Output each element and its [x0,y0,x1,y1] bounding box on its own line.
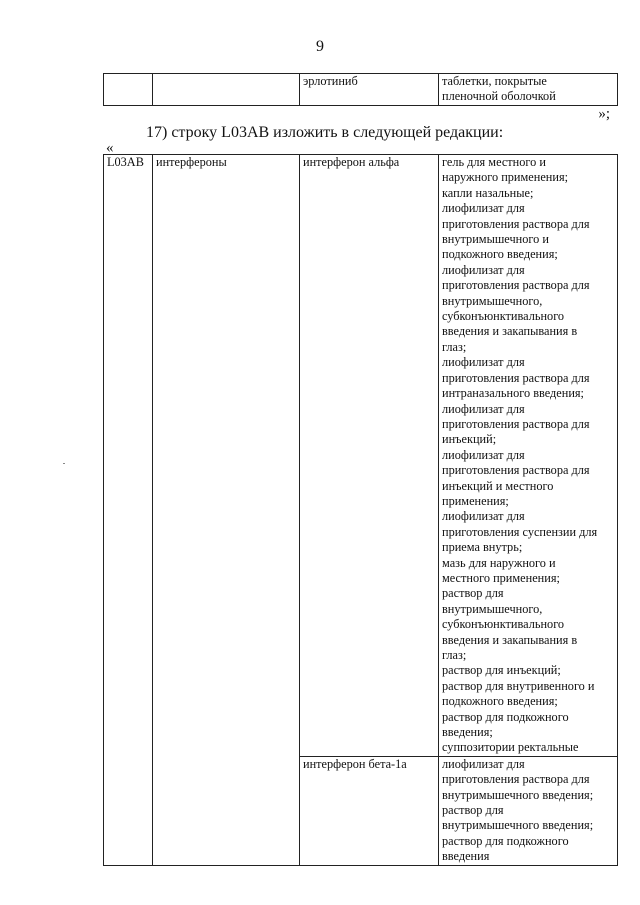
dosage-form-line: внутримышечного, [442,293,543,308]
group-cell: интерфероны [153,155,300,866]
dosage-form-line: подкожного введения; [442,694,558,709]
dosage-form-line: лиофилизат для [442,447,525,462]
dosage-form-line: лиофилизат для [442,201,525,216]
dosage-form-line: интраназального введения; [442,386,584,401]
dosage-form-line: лиофилизат для [442,756,525,771]
dosage-form-line: приготовления раствора для [442,463,590,478]
dosage-form-line: инъекций и местного [442,478,554,493]
dosage-form-line: суппозитории ректальные [442,740,579,755]
dosage-form-line: пленочной оболочкой [442,89,556,104]
dosage-form-line: мазь для наружного и [442,555,556,570]
dosage-form-line: применения; [442,493,509,508]
closing-quote-mark: »; [598,106,610,122]
l03ab-table [103,154,618,866]
dosage-form-line: подкожного введения; [442,247,558,262]
dosage-form-line: раствор для [442,586,504,601]
dosage-form-line: приготовления суспензии для [442,524,598,539]
drug-cell: интерферон бета-1а [300,756,439,865]
dosage-form-line: приготовления раствора для [442,772,590,787]
dosage-form-line: введения и закапывания в [442,324,578,339]
dosage-form-line: местного применения; [442,570,560,585]
page-number: 9 [316,38,324,55]
dosage-form-line: лиофилизат для [442,355,525,370]
dosage-form-line: раствор для внутривенного и [442,678,595,693]
dosage-form-line: субконъюнктивального [442,617,565,632]
dosage-form-line: внутримышечного и [442,232,549,247]
atc-code-cell [104,74,153,106]
dosage-form-line: гель для местного и [442,155,546,169]
dosage-form-line: наружного применения; [442,170,569,185]
dosage-form-line: таблетки, покрытые [442,74,547,88]
atc-code-cell: L03AB [104,155,153,866]
dosage-form-cell [439,74,618,106]
group-cell [153,74,300,106]
dosage-form-cell [439,756,618,865]
dosage-form-line: раствор для подкожного [442,833,569,848]
scan-speck [63,463,65,464]
dosage-form-line: введения; [442,725,493,740]
opening-quote-mark: « [106,140,114,156]
table-row [104,155,618,757]
dosage-form-line: субконъюнктивального [442,309,565,324]
dosage-form-line: раствор для инъекций; [442,663,561,678]
dosage-form-line: раствор для [442,803,504,818]
drug-cell: эрлотиниб [300,74,439,106]
dosage-form-line: приема внутрь; [442,540,523,555]
dosage-form-line: введения [442,849,490,864]
dosage-form-line: лиофилизат для [442,401,525,416]
dosage-form-line: приготовления раствора для [442,278,590,293]
dosage-form-line: внутримышечного введения; [442,818,594,833]
dosage-form-line: лиофилизат для [442,262,525,277]
dosage-form-line: раствор для подкожного [442,709,569,724]
dosage-form-line: лиофилизат для [442,509,525,524]
dosage-form-line: введения и закапывания в [442,632,578,647]
dosage-form-cell [439,155,618,757]
dosage-form-line: внутримышечного введения; [442,787,594,802]
dosage-form-line: глаз; [442,339,467,354]
dosage-form-line: внутримышечного, [442,601,543,616]
dosage-form-line: приготовления раствора для [442,416,590,431]
dosage-form-line: приготовления раствора для [442,370,590,385]
drug-cell: интерферон альфа [300,155,439,757]
dosage-form-line: капли назальные; [442,185,534,200]
dosage-form-line: приготовления раствора для [442,216,590,231]
dosage-form-line: глаз; [442,648,467,662]
previous-table-row [103,73,618,106]
dosage-form-line: инъекций; [442,432,497,447]
table-row [104,74,618,106]
amendment-instruction: 17) строку L03AB изложить в следующей редакции: [146,124,504,141]
